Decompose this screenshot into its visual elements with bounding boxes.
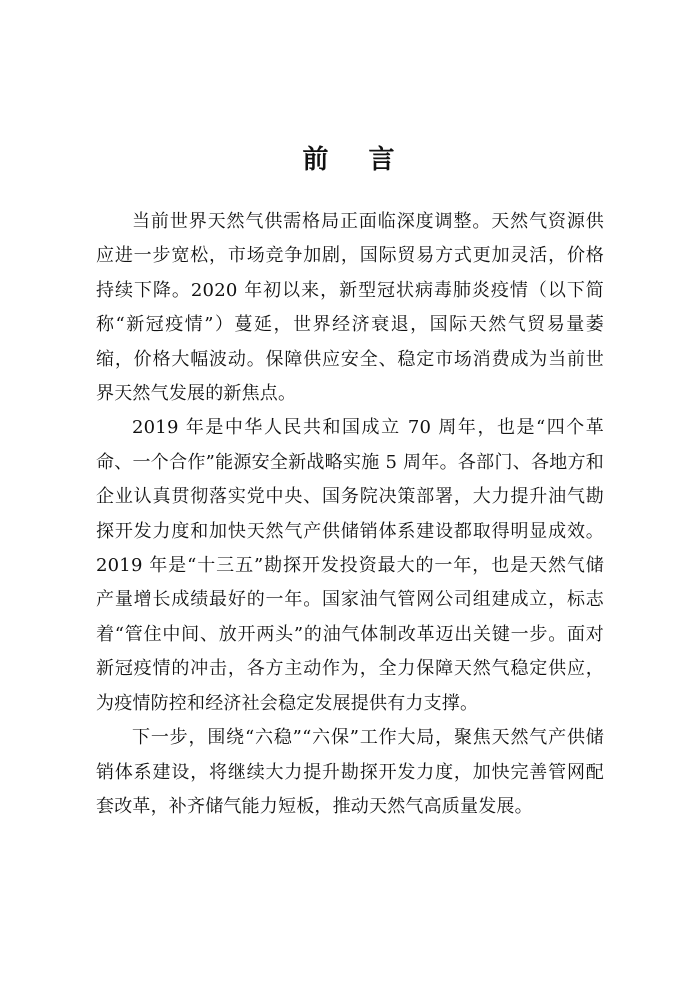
page-title-char-2: 言 (368, 145, 397, 175)
paragraph-1: 当前世界天然气供需格局正面临深度调整。天然气资源供应进一步宽松，市场竞争加剧，国际贸易方式更加灵活，价格持续下降。2020 年初以来，新型冠状病毒肺炎疫情（以下简称“新冠疫情”）蔓延，世界经济衰退，国际天然气贸易量萎缩，价格大幅波动。保障供应安全、稳定市场消费成为当前世界天然气发展的新焦点。 (96, 211, 604, 405)
paragraph-2: 2019 年是中华人民共和国成立 70 周年，也是“四个革命、一个合作”能源安全新战略实施 5 周年。各部门、各地方和企业认真贯彻落实党中央、国务院决策部署，大力提升油气勘探开发力度和加快天然气产供储销体系建设都取得明显成效。2019 年是“十三五”勘探开发投资最大的一年，也是天然气储产量增长成绩最好的一年。国家油气管网公司组建成立，标志着“管住中间、放开两头”的油气体制改革迈出关键一步。面对新冠疫情的冲击，各方主动作为，全力保障天然气稳定供应，为疫情防控和经济社会稳定发展提供有力支撑。 (96, 417, 604, 714)
paragraph-3: 下一步，围绕“六稳”“六保”工作大局，聚焦天然气产供储销体系建设，将继续大力提升勘探开发力度，加快完善管网配套改革，补齐储气能力短板，推动天然气高质量发展。 (96, 727, 604, 817)
page-title (0, 140, 699, 180)
page-title-char-1: 前 (302, 145, 331, 175)
body-text (96, 205, 604, 824)
